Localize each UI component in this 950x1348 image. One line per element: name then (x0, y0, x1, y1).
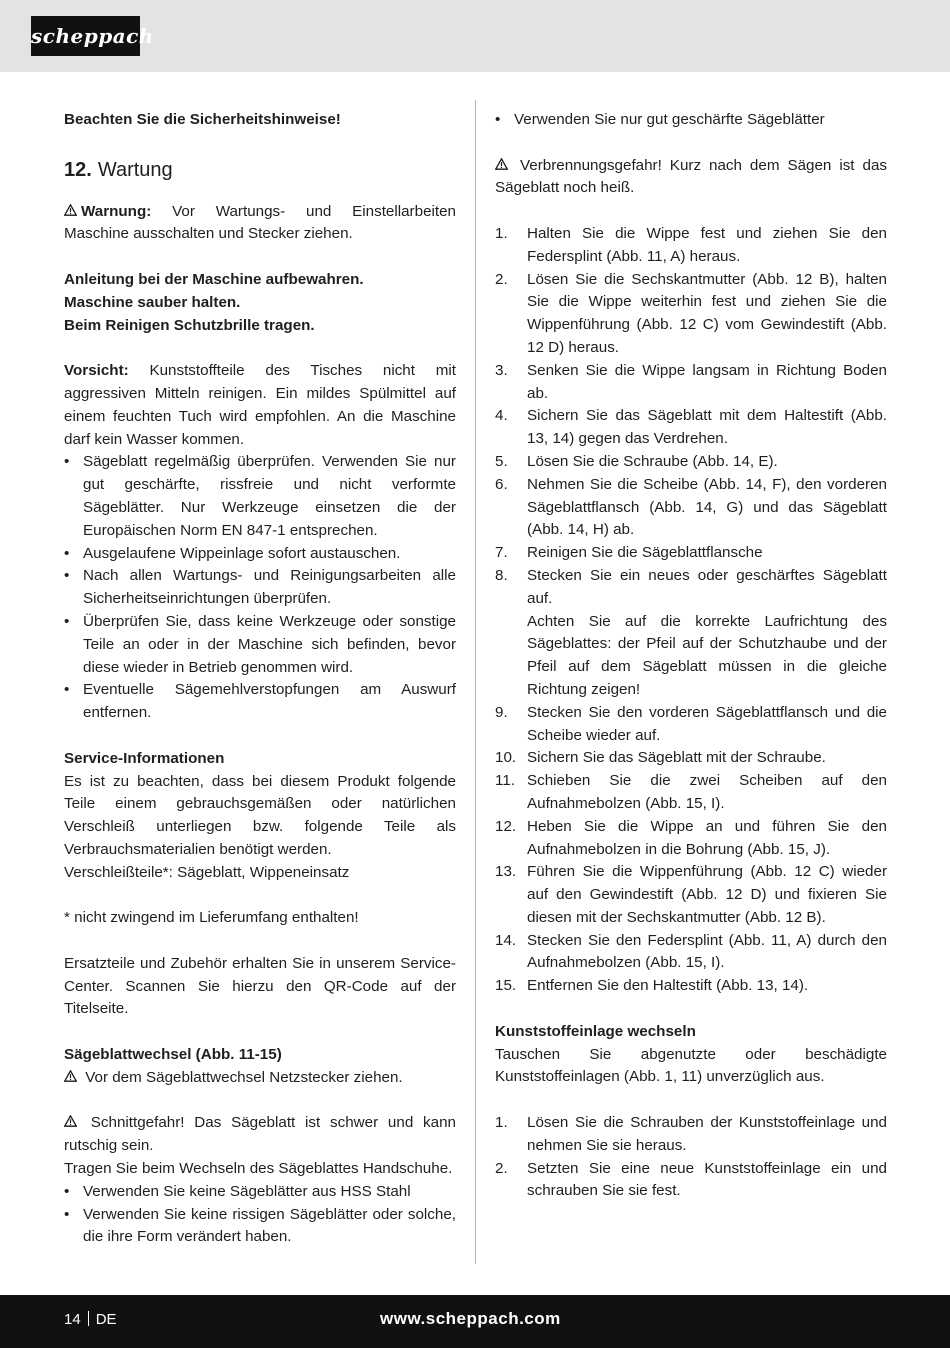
list-item: • Verwenden Sie keine Sägeblätter aus HSS Stahl (64, 1181, 456, 1204)
blade-change-warning: Vor dem Sägeblattwechsel Netzstecker ziehen. (64, 1067, 456, 1090)
page-number: 14 (64, 1311, 81, 1328)
step-item: 7. Reinigen Sie die Sägeblattflansche (495, 544, 763, 562)
warning-triangle-icon (495, 155, 508, 178)
direction-note: Achten Sie auf die korrekte Laufrichtung des Sägeblattes: der Pfeil auf der Schutzhaube und der Pfeil auf dem Sägeblatt müssen in die gleiche Richtung zeigen! (527, 612, 887, 698)
insert-steps (495, 1112, 887, 1203)
list-item: • Ausgelaufene Wippeinlage sofort austauschen. (64, 543, 456, 566)
list-item: • Verwenden Sie nur gut geschärfte Sägeblätter (495, 109, 887, 132)
left-column (64, 109, 456, 1249)
page-footer (0, 1295, 950, 1348)
cut-warning: Schnittgefahr! Das Sägeblatt ist schwer und kann rutschig sein. (64, 1114, 456, 1155)
caution-paragraph (64, 360, 456, 451)
list-item: • Verwenden Sie keine rissigen Sägeblätter oder solche, die ihre Form verändert haben. (64, 1204, 456, 1250)
caution-label: Vorsicht: (64, 362, 129, 380)
step-item: 3. Senken Sie die Wippe langsam in Richtung Boden ab. (495, 361, 887, 402)
insert-heading: Kunststoffeinlage wechseln (495, 1022, 696, 1040)
footnote: * nicht zwingend im Lieferumfang enthalten! (64, 909, 359, 927)
page-number-label (64, 1310, 117, 1330)
step-item: 8. Stecken Sie ein neues oder geschärftes Sägeblatt auf. Achten Sie auf die korrekte Laufrichtung des Sägeblattes: der Pfeil auf der Schutzhaube und der Pfeil auf dem Sägeblatt müssen in die gleiche Richtung zeigen! (495, 566, 887, 698)
top-bullet-list (495, 109, 887, 132)
step-item: 11. Schieben Sie die zwei Scheiben auf den Aufnahmebolzen (Abb. 15, I). (495, 772, 887, 812)
wear-parts: Verschleißteile*: Sägeblatt, Wippeneinsatz (64, 863, 350, 881)
service-text: Es ist zu beachten, dass bei diesem Produkt folgende Teile einem gebrauchsgemäßen oder natürlichen Verschleiß unterliegen bzw. folgende Teile als Verbrauchsmaterialien benötigt werden. (64, 772, 456, 858)
step-item: 12. Heben Sie die Wippe an und führen Sie den Aufnahmebolzen in die Bohrung (Abb. 15, J). (495, 817, 887, 858)
step-item: 1. Halten Sie die Wippe fest und ziehen Sie den Federsplint (Abb. 11, A) heraus. (495, 224, 887, 265)
right-column (495, 109, 887, 1203)
spare-parts-text: Ersatzteile und Zubehör erhalten Sie in unserem Service-Center. Scannen Sie hierzu den QR-Code auf der Titelseite. (64, 954, 456, 1018)
section-number: 12. (64, 158, 92, 181)
page-header (0, 0, 950, 72)
warning-triangle-icon (64, 1112, 77, 1135)
gloves-text: Tragen Sie beim Wechseln des Sägeblattes Handschuhe. (64, 1160, 453, 1178)
step-item: 1. Lösen Sie die Schrauben der Kunststoffeinlage und nehmen Sie sie heraus. (495, 1114, 887, 1154)
warning-text: Vor Wartungs- und Einstellarbeiten Maschine ausschalten und Stecker ziehen. (64, 202, 456, 243)
step-item: 5. Lösen Sie die Schraube (Abb. 14, E). (495, 452, 778, 470)
warning-triangle-icon (64, 1067, 77, 1090)
instruction-line: Maschine sauber halten. (64, 293, 241, 311)
step-item: 2. Lösen Sie die Sechskantmutter (Abb. 12 B), halten Sie die Wippe weiterhin fest und ziehen Sie die Wippenführung (Abb. 12 C) vom Gewindestift (Abb. 12 D) heraus. (495, 270, 887, 356)
step-item: 15. Entfernen Sie den Haltestift (Abb. 13, 14). (495, 977, 809, 995)
section-title: Wartung (97, 158, 173, 181)
list-item: • Eventuelle Sägemehlverstopfungen am Auswurf entfernen. (64, 679, 456, 725)
step-item: 2. Setzten Sie eine neue Kunststoffeinlage ein und schrauben Sie sie fest. (495, 1159, 887, 1200)
list-item: • Sägeblatt regelmäßig überprüfen. Verwenden Sie nur gut geschärfte, rissfreie und nicht verformte Sägeblätter. Nur Werkzeuge einsetzen die der Europäischen Norm EN 847-1 entsprechen. (64, 451, 456, 542)
step-item: 6. Nehmen Sie die Scheibe (Abb. 14, F), den vorderen Sägeblattflansch (Abb. 14, G) und das Sägeblatt (Abb. 14, H) ab. (495, 475, 887, 539)
blade-change-heading: Sägeblattwechsel (Abb. 11-15) (64, 1046, 282, 1064)
website-link[interactable]: www.scheppach.com (380, 1309, 561, 1328)
column-divider (475, 100, 476, 1264)
scheppach-logo: scheppach (31, 16, 140, 56)
step-item: 13. Führen Sie die Wippenführung (Abb. 12 C) wieder auf den Gewindestift (Abb. 12 D) und fixieren Sie diesen mit der Sechskantmutter (Abb. 12 B). (495, 863, 887, 926)
insert-text: Tauschen Sie abgenutzte oder beschädigte Kunststoffeinlagen (Abb. 1, 11) unverzüglich aus. (495, 1045, 887, 1086)
step-item: 4. Sichern Sie das Sägeblatt mit dem Haltestift (Abb. 13, 14) gegen das Verdrehen. (495, 407, 887, 448)
warning-paragraph (64, 201, 456, 247)
maintenance-list (64, 451, 456, 725)
step-item: 14. Stecken Sie den Federsplint (Abb. 11, A) durch den Aufnahmebolzen (Abb. 15, I). (495, 931, 887, 972)
list-item: • Überprüfen Sie, dass keine Werkzeuge oder sonstige Teile an oder in der Maschine sich befinden, bevor diese wieder in Betrieb genommen wird. (64, 611, 456, 679)
burn-warning: Verbrennungsgefahr! Kurz nach dem Sägen ist das Sägeblatt noch heiß. (495, 156, 887, 197)
language-code: DE (95, 1311, 117, 1328)
section-heading (64, 155, 456, 201)
instruction-line: Beim Reinigen Schutzbrille tragen. (64, 316, 315, 334)
warning-label: Warnung: (81, 202, 152, 220)
safety-note: Beachten Sie die Sicherheitshinweise! (64, 111, 341, 128)
step-item: 9. Stecken Sie den vorderen Sägeblattflansch und die Scheibe wieder auf. (495, 703, 887, 744)
caution-text: Kunststoffteile des Tisches nicht mit aggressiven Mitteln reinigen. Ein mildes Spülmittel auf einem feuchten Tuch wird empfohlen. An die Maschine darf kein Wasser kommen. (64, 362, 456, 448)
blade-list (64, 1181, 456, 1249)
page-separator (88, 1311, 89, 1326)
warning-triangle-icon (64, 201, 77, 224)
step-item: 10. Sichern Sie das Sägeblatt mit der Schraube. (495, 749, 826, 767)
instruction-line: Anleitung bei der Maschine aufbewahren. (64, 270, 364, 288)
list-item: • Nach allen Wartungs- und Reinigungsarbeiten alle Sicherheitseinrichtungen überprüfen. (64, 565, 456, 611)
blade-change-steps (495, 223, 887, 998)
service-heading: Service-Informationen (64, 749, 225, 767)
